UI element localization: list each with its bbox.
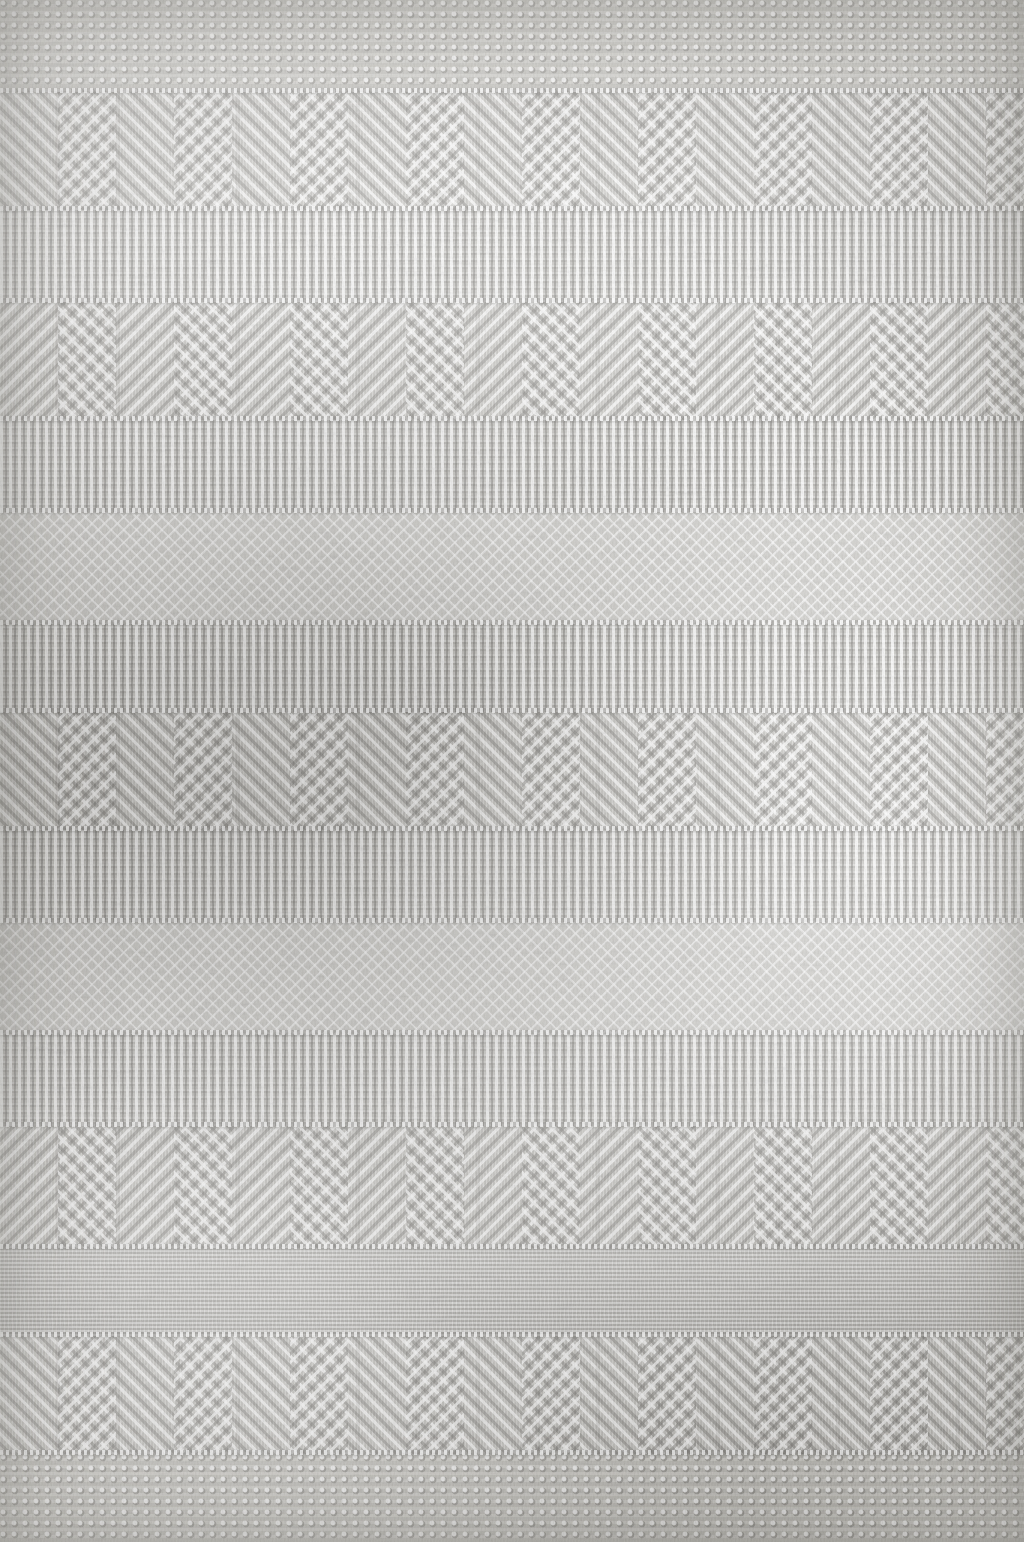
ribbed-row <box>0 624 1024 712</box>
ribbed-row <box>0 830 1024 922</box>
chevron-mirror-block <box>522 1126 580 1248</box>
chevron-mirror-block <box>58 92 116 210</box>
chevron-mirror-block <box>58 712 116 830</box>
chevron-row <box>0 1336 1024 1454</box>
chevron-mirror-block <box>290 92 348 210</box>
chevron-mirror-block <box>986 1126 1024 1248</box>
chevron-mirror-block <box>522 1336 580 1454</box>
chevron-mirror-block <box>174 302 232 420</box>
diamond-row <box>0 922 1024 1034</box>
chevron-mirror-block <box>870 1336 928 1454</box>
diamond-row <box>0 512 1024 624</box>
band-separator-ridge <box>0 1332 1024 1337</box>
flat-weave-row <box>0 1248 1024 1336</box>
chevron-mirror-block <box>754 1336 812 1454</box>
chevron-mirror-block <box>290 1126 348 1248</box>
chevron-mirror-block <box>406 1126 464 1248</box>
band-separator-ridge <box>0 918 1024 923</box>
chevron-mirror-block <box>754 1126 812 1248</box>
chevron-mirror-block <box>522 92 580 210</box>
ribbed-row <box>0 210 1024 302</box>
chevron-mirror-block <box>986 302 1024 420</box>
chevron-mirror-block <box>290 1336 348 1454</box>
band-separator-ridge <box>0 206 1024 211</box>
chevron-mirror-block <box>870 712 928 830</box>
chevron-mirror-block <box>870 92 928 210</box>
chevron-mirror-block <box>638 92 696 210</box>
band-separator-ridge <box>0 620 1024 625</box>
band-separator-ridge <box>0 1244 1024 1249</box>
chevron-mirror-block <box>986 92 1024 210</box>
band-separator-ridge <box>0 1450 1024 1455</box>
band-separator-ridge <box>0 708 1024 713</box>
chevron-mirror-block <box>986 712 1024 830</box>
chevron-mirror-block <box>986 1336 1024 1454</box>
chevron-row <box>0 1126 1024 1248</box>
chevron-mirror-block <box>638 302 696 420</box>
chevron-mirror-block <box>58 302 116 420</box>
band-separator-ridge <box>0 1122 1024 1127</box>
chevron-mirror-block <box>754 302 812 420</box>
chevron-mirror-block <box>522 712 580 830</box>
chevron-mirror-block <box>174 1126 232 1248</box>
chevron-mirror-block <box>174 712 232 830</box>
chevron-mirror-block <box>406 302 464 420</box>
chevron-mirror-block <box>174 92 232 210</box>
chevron-mirror-block <box>174 1336 232 1454</box>
ribbed-row <box>0 1034 1024 1126</box>
chevron-mirror-block <box>58 1126 116 1248</box>
chevron-mirror-block <box>58 1336 116 1454</box>
chevron-row <box>0 302 1024 420</box>
popcorn-knot-row <box>0 1454 1024 1542</box>
chevron-row <box>0 92 1024 210</box>
popcorn-knot-row <box>0 0 1024 92</box>
ribbed-row <box>0 420 1024 512</box>
chevron-mirror-block <box>406 92 464 210</box>
chevron-mirror-block <box>754 712 812 830</box>
chevron-mirror-block <box>290 712 348 830</box>
band-separator-ridge <box>0 88 1024 93</box>
chevron-mirror-block <box>870 1126 928 1248</box>
chevron-mirror-block <box>870 302 928 420</box>
band-separator-ridge <box>0 826 1024 831</box>
chevron-mirror-block <box>638 1336 696 1454</box>
band-separator-ridge <box>0 508 1024 513</box>
chevron-mirror-block <box>406 712 464 830</box>
chevron-mirror-block <box>290 302 348 420</box>
chevron-mirror-block <box>638 1126 696 1248</box>
band-separator-ridge <box>0 298 1024 303</box>
chevron-mirror-block <box>522 302 580 420</box>
chevron-mirror-block <box>406 1336 464 1454</box>
band-separator-ridge <box>0 416 1024 421</box>
band-separator-ridge <box>0 1030 1024 1035</box>
chevron-mirror-block <box>638 712 696 830</box>
chevron-mirror-block <box>754 92 812 210</box>
chevron-row <box>0 712 1024 830</box>
